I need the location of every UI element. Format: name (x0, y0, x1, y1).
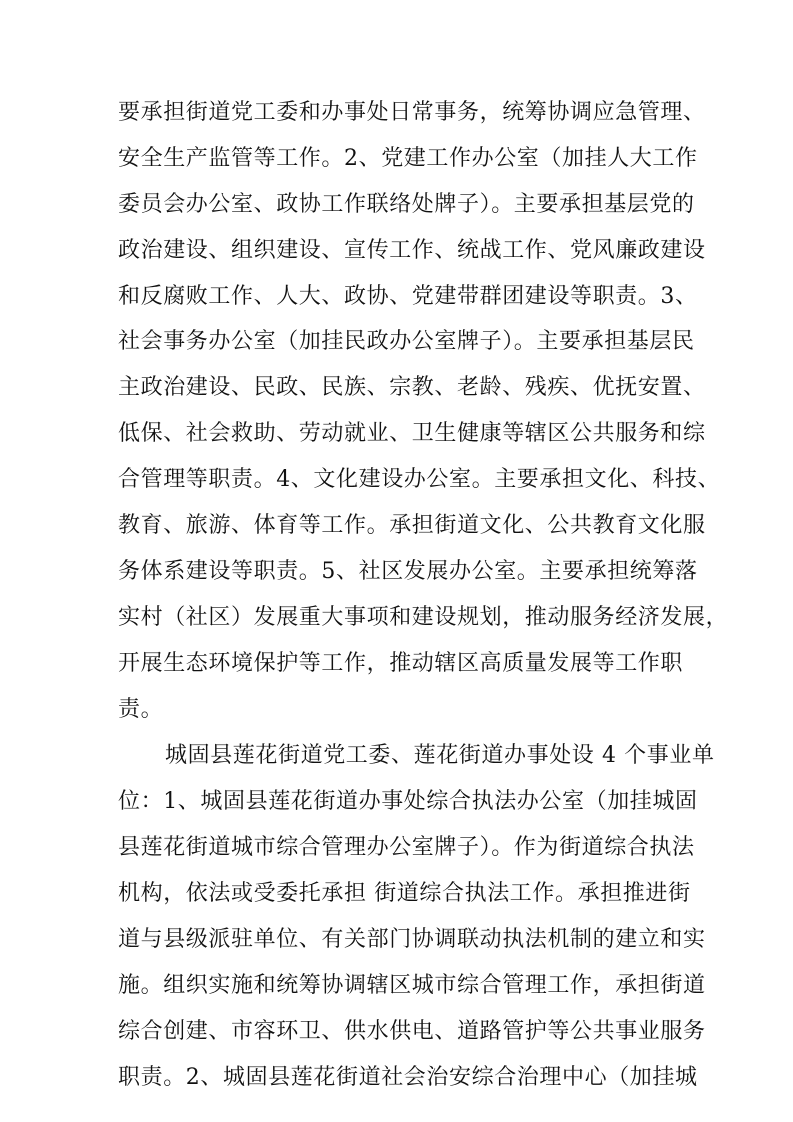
text-line: 开展生态环境保护等工作，推动辖区高质量发展等工作职 (118, 651, 684, 676)
text-line: 低保、社会救助、劳动就业、卫生健康等辖区公共服务和综 (118, 421, 706, 446)
text-line: 综合创建、市容环卫、供水供电、道路管护等公共事业服务 (118, 1019, 706, 1044)
text-line: 道与县级派驻单位、有关部门协调联动执法机制的建立和实 (118, 927, 706, 952)
paragraph-first-line: 城固县莲花街道党工委、莲花街道办事处设 4 个事业单 (165, 743, 715, 768)
text-line: 职责。2、城固县莲花街道社会治安综合治理中心（加挂城 (118, 1065, 698, 1090)
text-line: 社会事务办公室（加挂民政办公室牌子）。主要承担基层民 (118, 329, 695, 354)
text-line: 委员会办公室、政协工作联络处牌子）。主要承担基层党的 (118, 192, 695, 217)
text-line: 施。组织实施和统筹协调辖区城市综合管理工作，承担街道 (118, 973, 706, 998)
text-line: 安全生产监管等工作。2、党建工作办公室（加挂人大工作 (118, 146, 698, 171)
text-line: 机构，依法或受委托承担 街道综合执法工作。承担推进街 (118, 881, 691, 906)
text-line: 政治建设、组织建设、宣传工作、统战工作、党风廉政建设 (118, 238, 706, 263)
text-line: 位：1、城固县莲花街道办事处综合执法办公室（加挂城固 (118, 789, 698, 814)
text-line: 县莲花街道城市综合管理办公室牌子）。作为街道综合执法 (118, 835, 695, 860)
text-line: 要承担街道党工委和办事处日常事务，统筹协调应急管理、 (118, 100, 706, 125)
text-line: 合管理等职责。4、文化建设办公室。主要承担文化、科技、 (118, 467, 721, 492)
text-line: 教育、旅游、体育等工作。承担街道文化、公共教育文化服 (118, 513, 706, 538)
text-line: 实村（社区）发展重大事项和建设规划，推动服务经济发展， (118, 605, 729, 630)
text-line: 务体系建设等职责。5、社区发展办公室。主要承担统筹落 (118, 559, 698, 584)
text-line: 主政治建设、民政、民族、宗教、老龄、残疾、优抚安置、 (118, 375, 706, 400)
text-line: 责。 (118, 697, 164, 722)
text-line: 和反腐败工作、人大、政协、党建带群团建设等职责。3、 (118, 284, 698, 309)
